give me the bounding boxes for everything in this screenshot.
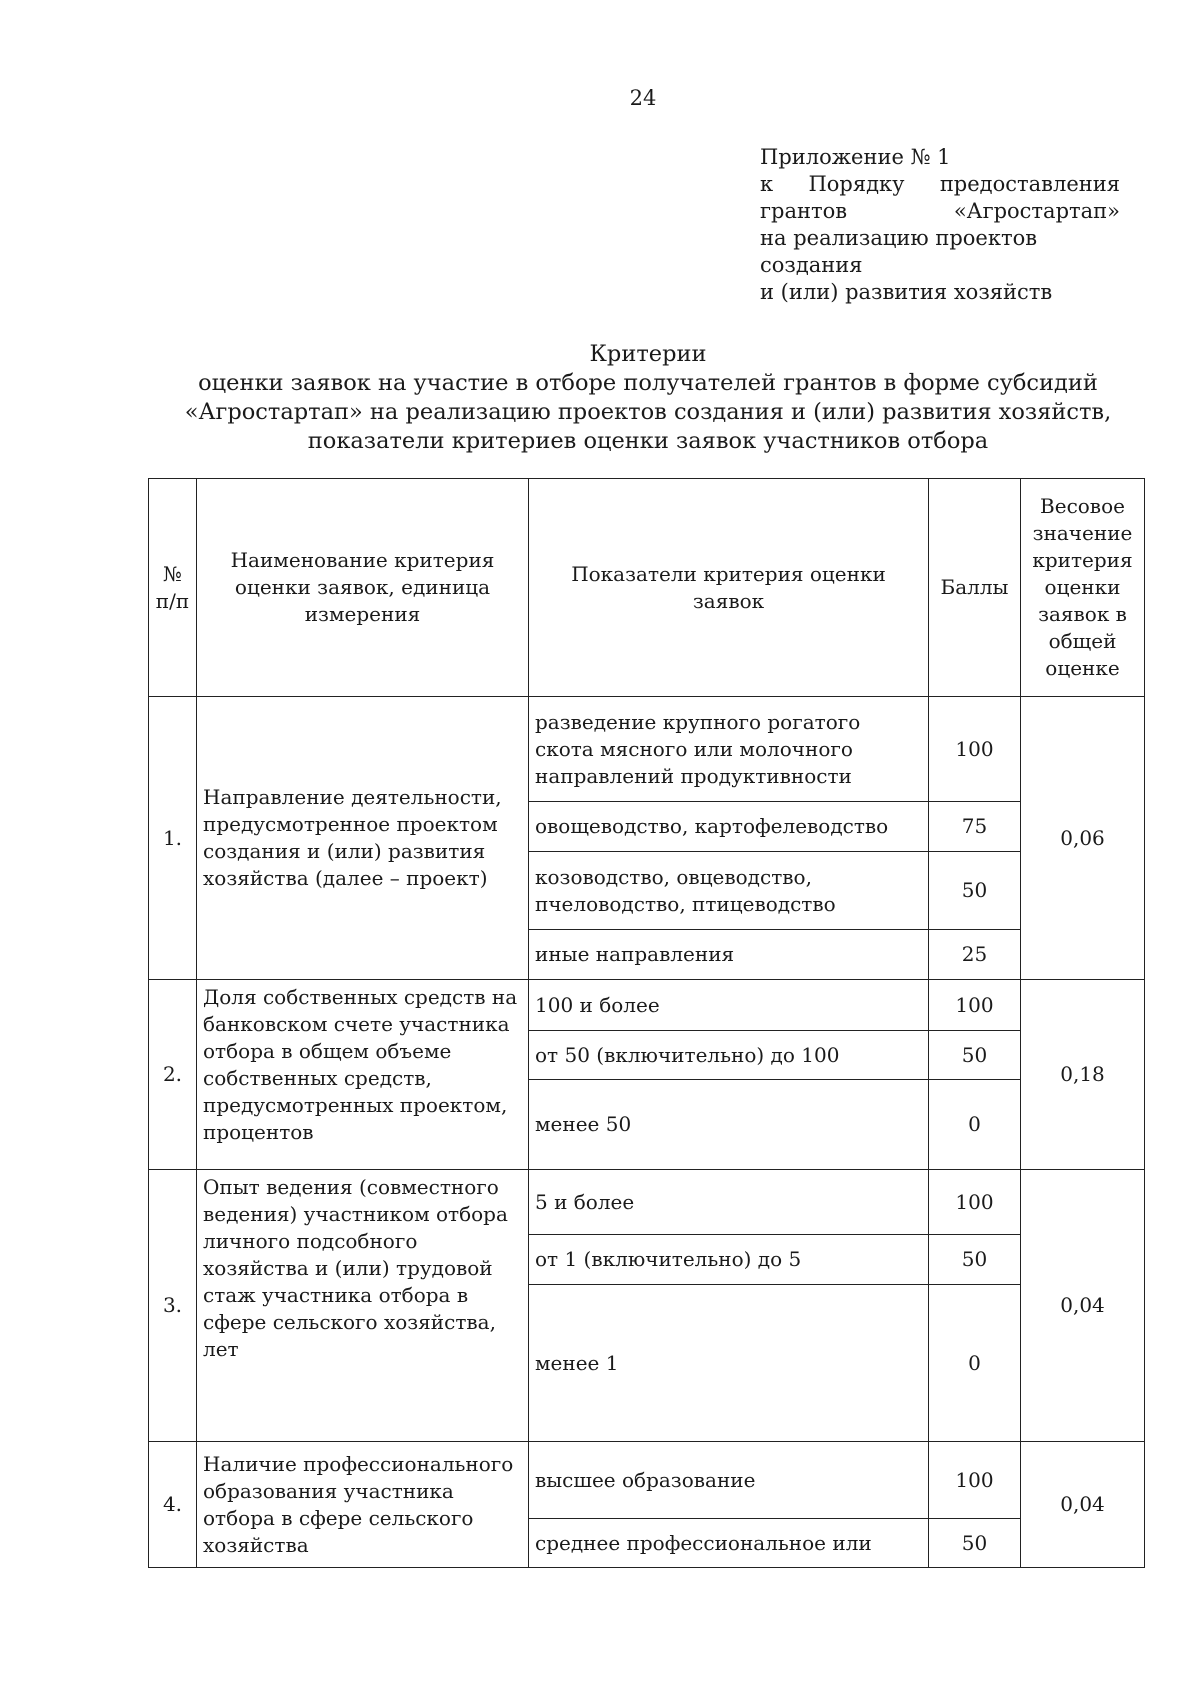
indicator-text: менее 50 <box>529 1080 929 1170</box>
row-number: 1. <box>149 697 197 980</box>
indicator-text: от 50 (включительно) до 100 <box>529 1031 929 1080</box>
header-indicators: Показатели критерия оценки заявок <box>529 479 929 697</box>
indicator-points: 50 <box>929 1235 1021 1285</box>
criterion-weight: 0,18 <box>1021 980 1145 1170</box>
indicator-text: высшее образование <box>529 1442 929 1519</box>
indicator-points: 25 <box>929 930 1021 980</box>
indicator-points: 50 <box>929 1519 1021 1568</box>
indicator-text: козоводство, овцеводство, пчеловодство, птицеводство <box>529 852 929 930</box>
header-criterion-name: Наименование критерия оценки заявок, единица измерения <box>197 479 529 697</box>
indicator-text: 5 и более <box>529 1170 929 1235</box>
indicator-text: 100 и более <box>529 980 929 1031</box>
indicator-points: 100 <box>929 980 1021 1031</box>
row-number: 3. <box>149 1170 197 1442</box>
title-line-1: Критерии <box>589 341 707 367</box>
indicator-text: овощеводство, картофелеводство <box>529 802 929 852</box>
indicator-points: 100 <box>929 1170 1021 1235</box>
criterion-name: Доля собственных средств на банковском счете участника отбора в общем объеме собственных средств, предусмотренных проектом, процентов <box>197 980 529 1170</box>
criterion-weight: 0,04 <box>1021 1170 1145 1442</box>
indicator-points: 100 <box>929 697 1021 802</box>
annex-line-2: к Порядку предоставления <box>760 172 1120 196</box>
criterion-name: Наличие профессионального образования участника отбора в сфере сельского хозяйства <box>197 1442 529 1568</box>
indicator-points: 50 <box>929 852 1021 930</box>
indicator-text: иные направления <box>529 930 929 980</box>
indicator-text: разведение крупного рогатого скота мясного или молочного направлений продуктивности <box>529 697 929 802</box>
annex-line-5: и (или) развития хозяйств <box>760 280 1053 304</box>
title-line-4: показатели критериев оценки заявок участников отбора <box>307 428 989 454</box>
criterion-weight: 0,06 <box>1021 697 1145 980</box>
page-number: 24 <box>629 86 657 110</box>
table-row <box>149 697 1145 802</box>
row-number: 2. <box>149 980 197 1170</box>
indicator-points: 50 <box>929 1031 1021 1080</box>
row-number: 4. <box>149 1442 197 1568</box>
indicator-points: 75 <box>929 802 1021 852</box>
title-line-3: «Агростартап» на реализацию проектов создания и (или) развития хозяйств, <box>184 399 1112 425</box>
annex-line-4: на реализацию проектов создания <box>760 226 1038 277</box>
indicator-text: менее 1 <box>529 1285 929 1442</box>
indicator-points: 0 <box>929 1080 1021 1170</box>
indicator-points: 0 <box>929 1285 1021 1442</box>
criterion-name: Направление деятельности, предусмотренное проектом создания и (или) развития хозяйства (далее – проект) <box>197 697 529 980</box>
indicator-points: 100 <box>929 1442 1021 1519</box>
table-row <box>149 1442 1145 1519</box>
title-line-2: оценки заявок на участие в отборе получателей грантов в форме субсидий <box>198 370 1098 396</box>
criterion-name: Опыт ведения (совместного ведения) участником отбора личного подсобного хозяйства и (или) трудовой стаж участника отбора в сфере сельского хозяйства, лет <box>197 1170 529 1442</box>
indicator-text: среднее профессиональное или <box>529 1519 929 1568</box>
indicator-text: от 1 (включительно) до 5 <box>529 1235 929 1285</box>
annex-line-1: Приложение № 1 <box>760 145 951 169</box>
header-weight: Весовое значение критерия оценки заявок в общей оценке <box>1021 479 1145 697</box>
criteria-table <box>148 478 1145 1568</box>
criterion-weight: 0,04 <box>1021 1442 1145 1568</box>
table-row <box>149 1170 1145 1235</box>
header-num: № п/п <box>149 479 197 697</box>
annex-line-3: грантов «Агростартап» <box>760 199 1120 223</box>
table-header-row <box>149 479 1145 697</box>
header-points: Баллы <box>929 479 1021 697</box>
annex-header <box>760 144 1120 306</box>
table-row <box>149 980 1145 1031</box>
document-title <box>150 340 1146 456</box>
